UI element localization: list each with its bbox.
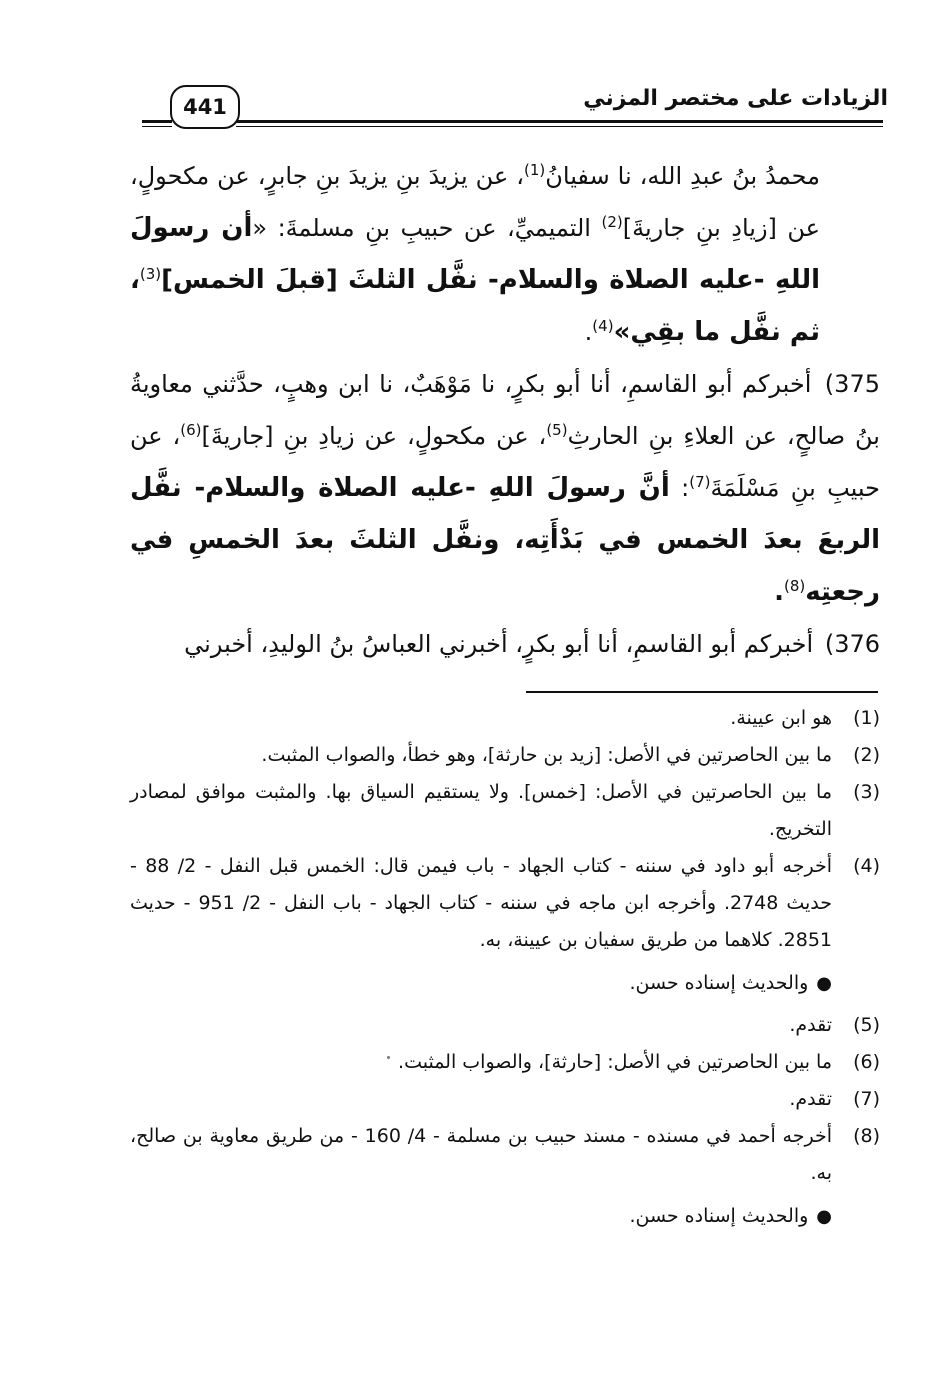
text-run: أخبركم أبو القاسمِ، أنا أبو بكرٍ، أخبرني العباسُ بنُ الوليدِ، أخبرني <box>184 630 814 658</box>
grading-note <box>130 1198 880 1235</box>
footnote-ref-1[interactable]: (1) <box>523 161 546 179</box>
main-text <box>130 150 880 670</box>
header-rule-left-thin <box>142 126 172 127</box>
footnote-ref-8[interactable]: (8) <box>783 577 806 595</box>
text-run: ، عن يزيدَ بنِ يزيدَ بنِ جابرٍ، عن مكحولٍ، عن [زيادِ بنِ جاريةَ] <box>130 162 820 242</box>
text-run: أخبركم أبو القاسمِ، أنا أبو بكرٍ، نا مَوْهَبٌ، نا ابن وهبٍ، حدَّثني معاويةُ بنُ صالحٍ، عن العلاءِ بنِ الحارثِ <box>130 370 880 450</box>
footnote-ref-5[interactable]: (5) <box>546 421 568 439</box>
footnote-7 <box>130 1081 880 1118</box>
footnote-ref-4[interactable]: (4) <box>592 317 614 335</box>
footnote-number: (3) <box>853 781 880 803</box>
footnote-text: هو ابن عيينة. <box>730 707 832 729</box>
header-rule-thin <box>236 126 883 127</box>
footnote-ref-2[interactable]: (2) <box>601 213 623 231</box>
hadith-number: 375) <box>824 370 880 398</box>
text-run: ، عن مكحولٍ، عن زيادِ بنِ [جاريةَ] <box>201 422 547 450</box>
running-title: الزيادات على مختصر المزني <box>583 86 888 111</box>
footnote-text: ما بين الحاصرتين في الأصل: [خمس]. ولا يستقيم السياق بها. والمثبت موافق لمصادر التخريج. <box>130 781 832 840</box>
bullet-icon: ● <box>816 973 832 994</box>
grading-text: والحديث إسناده حسن. <box>629 972 809 994</box>
bullet-icon: ● <box>816 1206 832 1227</box>
header-rule-left <box>142 120 172 123</box>
footnote-number: (7) <box>853 1088 880 1110</box>
footnote-text: أخرجه أحمد في مسنده - مسند حبيب بن مسلمة - 4/ 160 - من طريق معاوية بن صالح، به. <box>130 1125 832 1184</box>
hadith-matn: أن رسولَ اللهِ -عليه الصلاة والسلام- نفَّل الثلثَ [قبلَ الخمس] <box>130 213 820 295</box>
footnote-text: أخرجه أبو داود في سننه - كتاب الجهاد - باب فيمن قال: الخمس قبل النفل - 2/ 88 - حديث 2748. وأخرجه ابن ماجه في سننه - كتاب الجهاد - باب النفل - 2/ 951 - حديث 2851. كلاهما من طريق سفيان بن عيينة، به. <box>130 855 832 951</box>
footnotes <box>130 700 880 1239</box>
footnote-separator <box>526 691 878 693</box>
text-run: التميميِّ، عن حبيبِ بنِ مسلمةَ: « <box>252 214 602 242</box>
hadith-number: 376) <box>824 630 880 658</box>
scan-speck <box>387 1056 390 1059</box>
footnote-text: تقدم. <box>789 1014 832 1036</box>
footnote-5 <box>130 1007 880 1044</box>
footnote-3 <box>130 774 880 848</box>
continuation-paragraph <box>130 150 880 358</box>
footnote-ref-7[interactable]: (7) <box>689 473 711 491</box>
footnote-text: تقدم. <box>789 1088 832 1110</box>
footnote-number: (6) <box>853 1051 880 1073</box>
footnote-number: (4) <box>853 855 880 877</box>
footnote-8 <box>130 1118 880 1192</box>
footnote-4 <box>130 848 880 959</box>
hadith-375 <box>130 358 880 618</box>
hadith-matn: ، ثم نفَّل ما بقِي <box>130 265 820 347</box>
footnote-text: ما بين الحاصرتين في الأصل: [حارثة]، والصواب المثبت. <box>398 1051 832 1073</box>
text-run: . <box>584 318 593 346</box>
page-number: 441 <box>170 85 240 129</box>
footnote-2 <box>130 737 880 774</box>
footnote-1 <box>130 700 880 737</box>
footnote-text: ما بين الحاصرتين في الأصل: [زيد بن حارثة]، وهو خطأ، والصواب المثبت. <box>261 744 832 766</box>
header-rule-thick <box>236 120 883 123</box>
footnote-ref-6[interactable]: (6) <box>180 421 202 439</box>
grading-note <box>130 965 880 1002</box>
footnote-number: (5) <box>853 1014 880 1036</box>
footnote-ref-3[interactable]: (3) <box>139 265 162 283</box>
hadith-matn: أنَّ رسولَ اللهِ -عليه الصلاة والسلام- نفَّل الربعَ بعدَ الخمس في بَدْأَتِه، ونفَّل الثلثَ بعدَ الخمسِ في رجعتِه <box>130 473 880 607</box>
footnote-number: (8) <box>853 1125 880 1147</box>
grading-text: والحديث إسناده حسن. <box>629 1205 809 1227</box>
footnote-number: (2) <box>853 744 880 766</box>
hadith-376 <box>130 618 880 670</box>
footnote-number: (1) <box>853 707 880 729</box>
text-run: ، عن حبيبِ بنِ مَسْلَمَةَ <box>130 422 880 502</box>
text-run: محمدُ بنُ عبدِ الله، نا سفيانُ <box>545 162 820 190</box>
footnote-6 <box>130 1044 880 1081</box>
text-run: : <box>669 474 690 502</box>
period: . <box>774 577 784 607</box>
quote-close: » <box>613 317 631 347</box>
